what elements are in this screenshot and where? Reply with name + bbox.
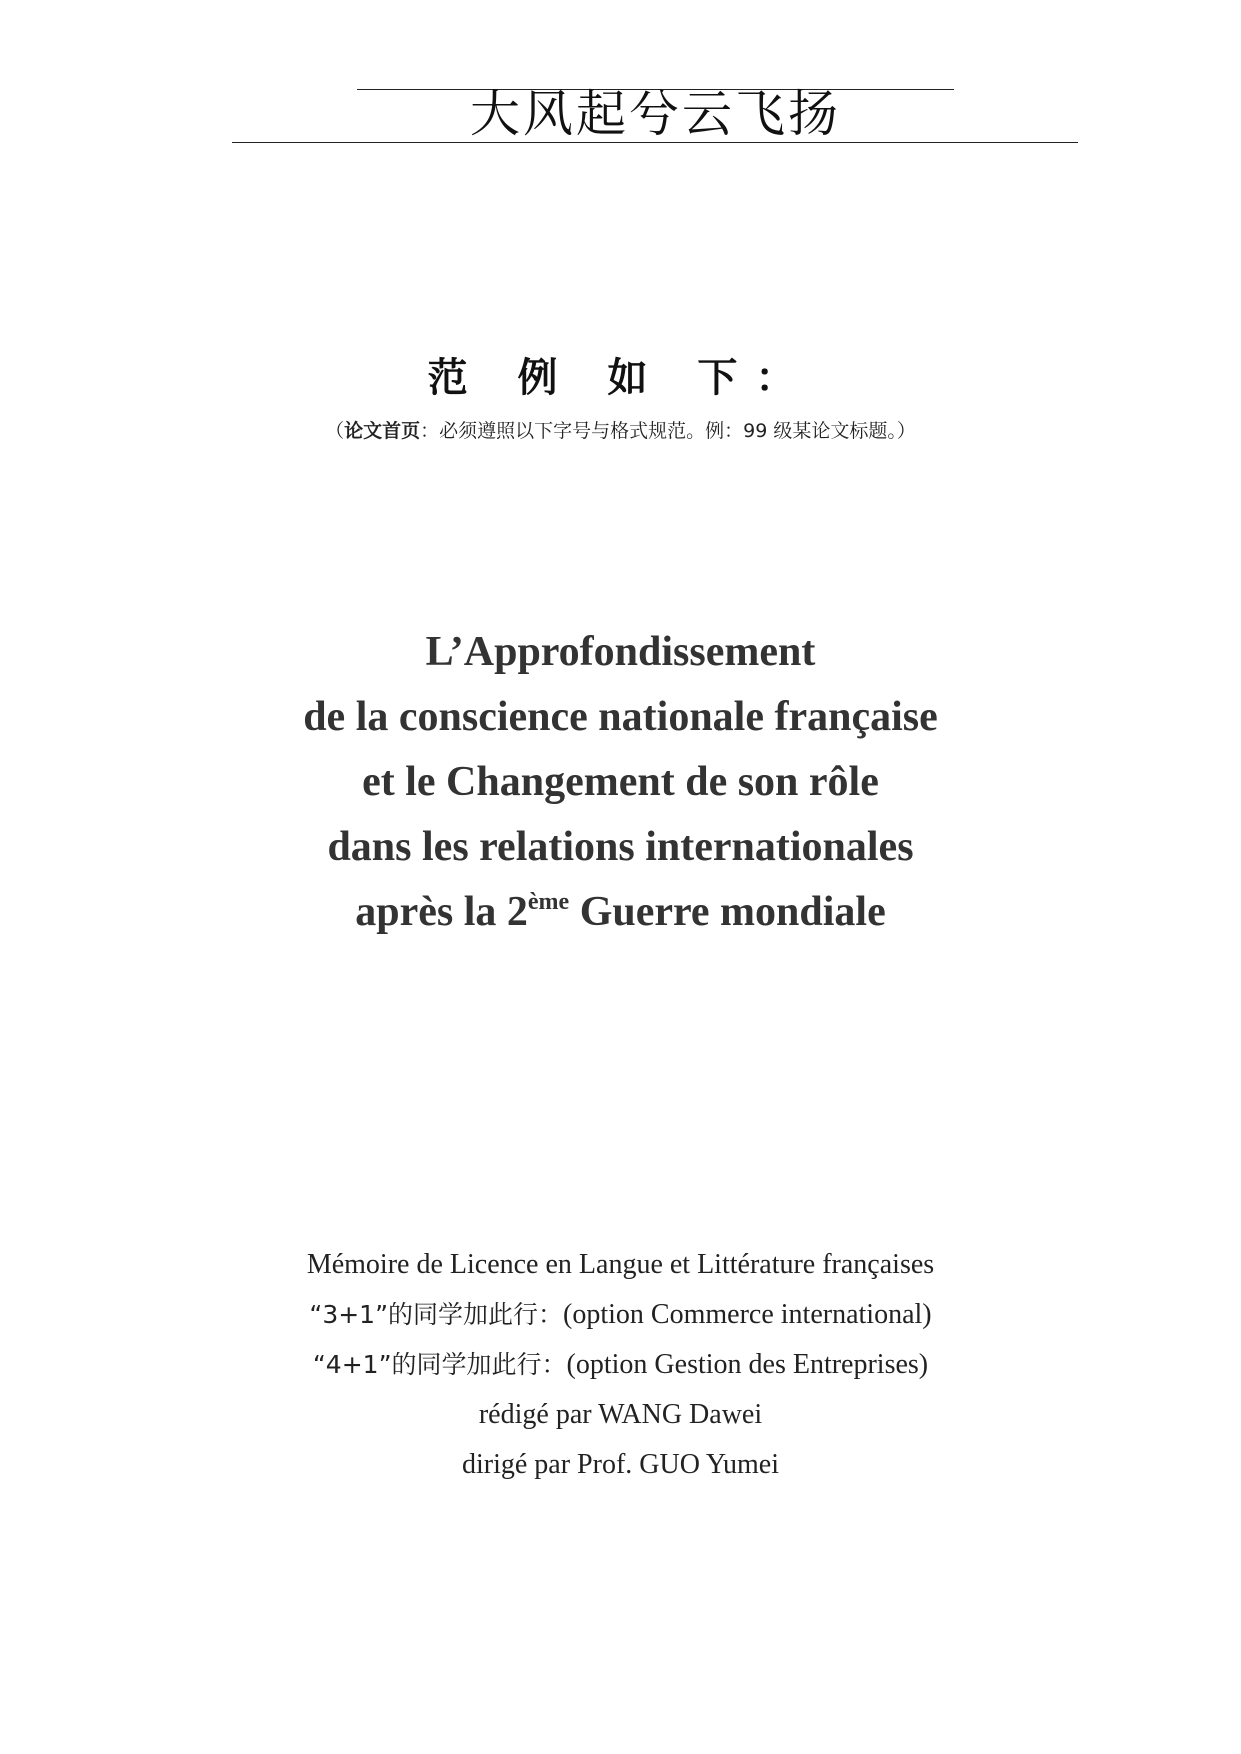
title-line-2: de la conscience nationale française <box>303 694 938 740</box>
supervisor-line: dirigé par Prof. GUO Yumei <box>461 1449 779 1480</box>
option-gestion-instruction: “4+1”的同学加此行： <box>312 1350 567 1379</box>
option-gestion-line <box>0 1340 1241 1390</box>
thesis-meta <box>0 1240 1241 1490</box>
thesis-title <box>0 620 1241 945</box>
degree-line: Mémoire de Licence en Langue et Littérature françaises <box>306 1249 935 1280</box>
title-ordinal-superscript: ème <box>527 889 570 915</box>
masthead-calligraphy: 大风起兮云飞扬 <box>470 85 841 143</box>
note-colon: ： <box>420 420 440 442</box>
option-commerce-line <box>0 1290 1241 1340</box>
masthead-bottom-rule <box>232 142 1078 143</box>
option-commerce-text: (option Commerce international) <box>563 1299 932 1330</box>
title-line-4: dans les relations internationales <box>327 824 914 870</box>
note-close-paren: ） <box>896 420 916 442</box>
author-line: rédigé par WANG Dawei <box>478 1399 763 1430</box>
note-label: 论文首页 <box>344 420 421 442</box>
title-line-5 <box>0 880 1241 945</box>
title-line-3: et le Changement de son rôle <box>362 759 879 805</box>
example-heading: 范 例 如 下： <box>427 355 814 401</box>
title-line-1: L’Approfondissement <box>425 629 816 675</box>
option-gestion-text: (option Gestion des Entreprises) <box>566 1349 929 1380</box>
format-note <box>0 417 1241 445</box>
note-open-paren: （ <box>325 420 345 442</box>
title-line-5-start: après la 2 <box>355 889 528 935</box>
note-text: 必须遵照以下字号与格式规范。例：99 级某论文标题。 <box>439 420 897 442</box>
option-commerce-instruction: “3+1”的同学加此行： <box>309 1300 564 1329</box>
title-line-5-end: Guerre mondiale <box>569 889 886 935</box>
